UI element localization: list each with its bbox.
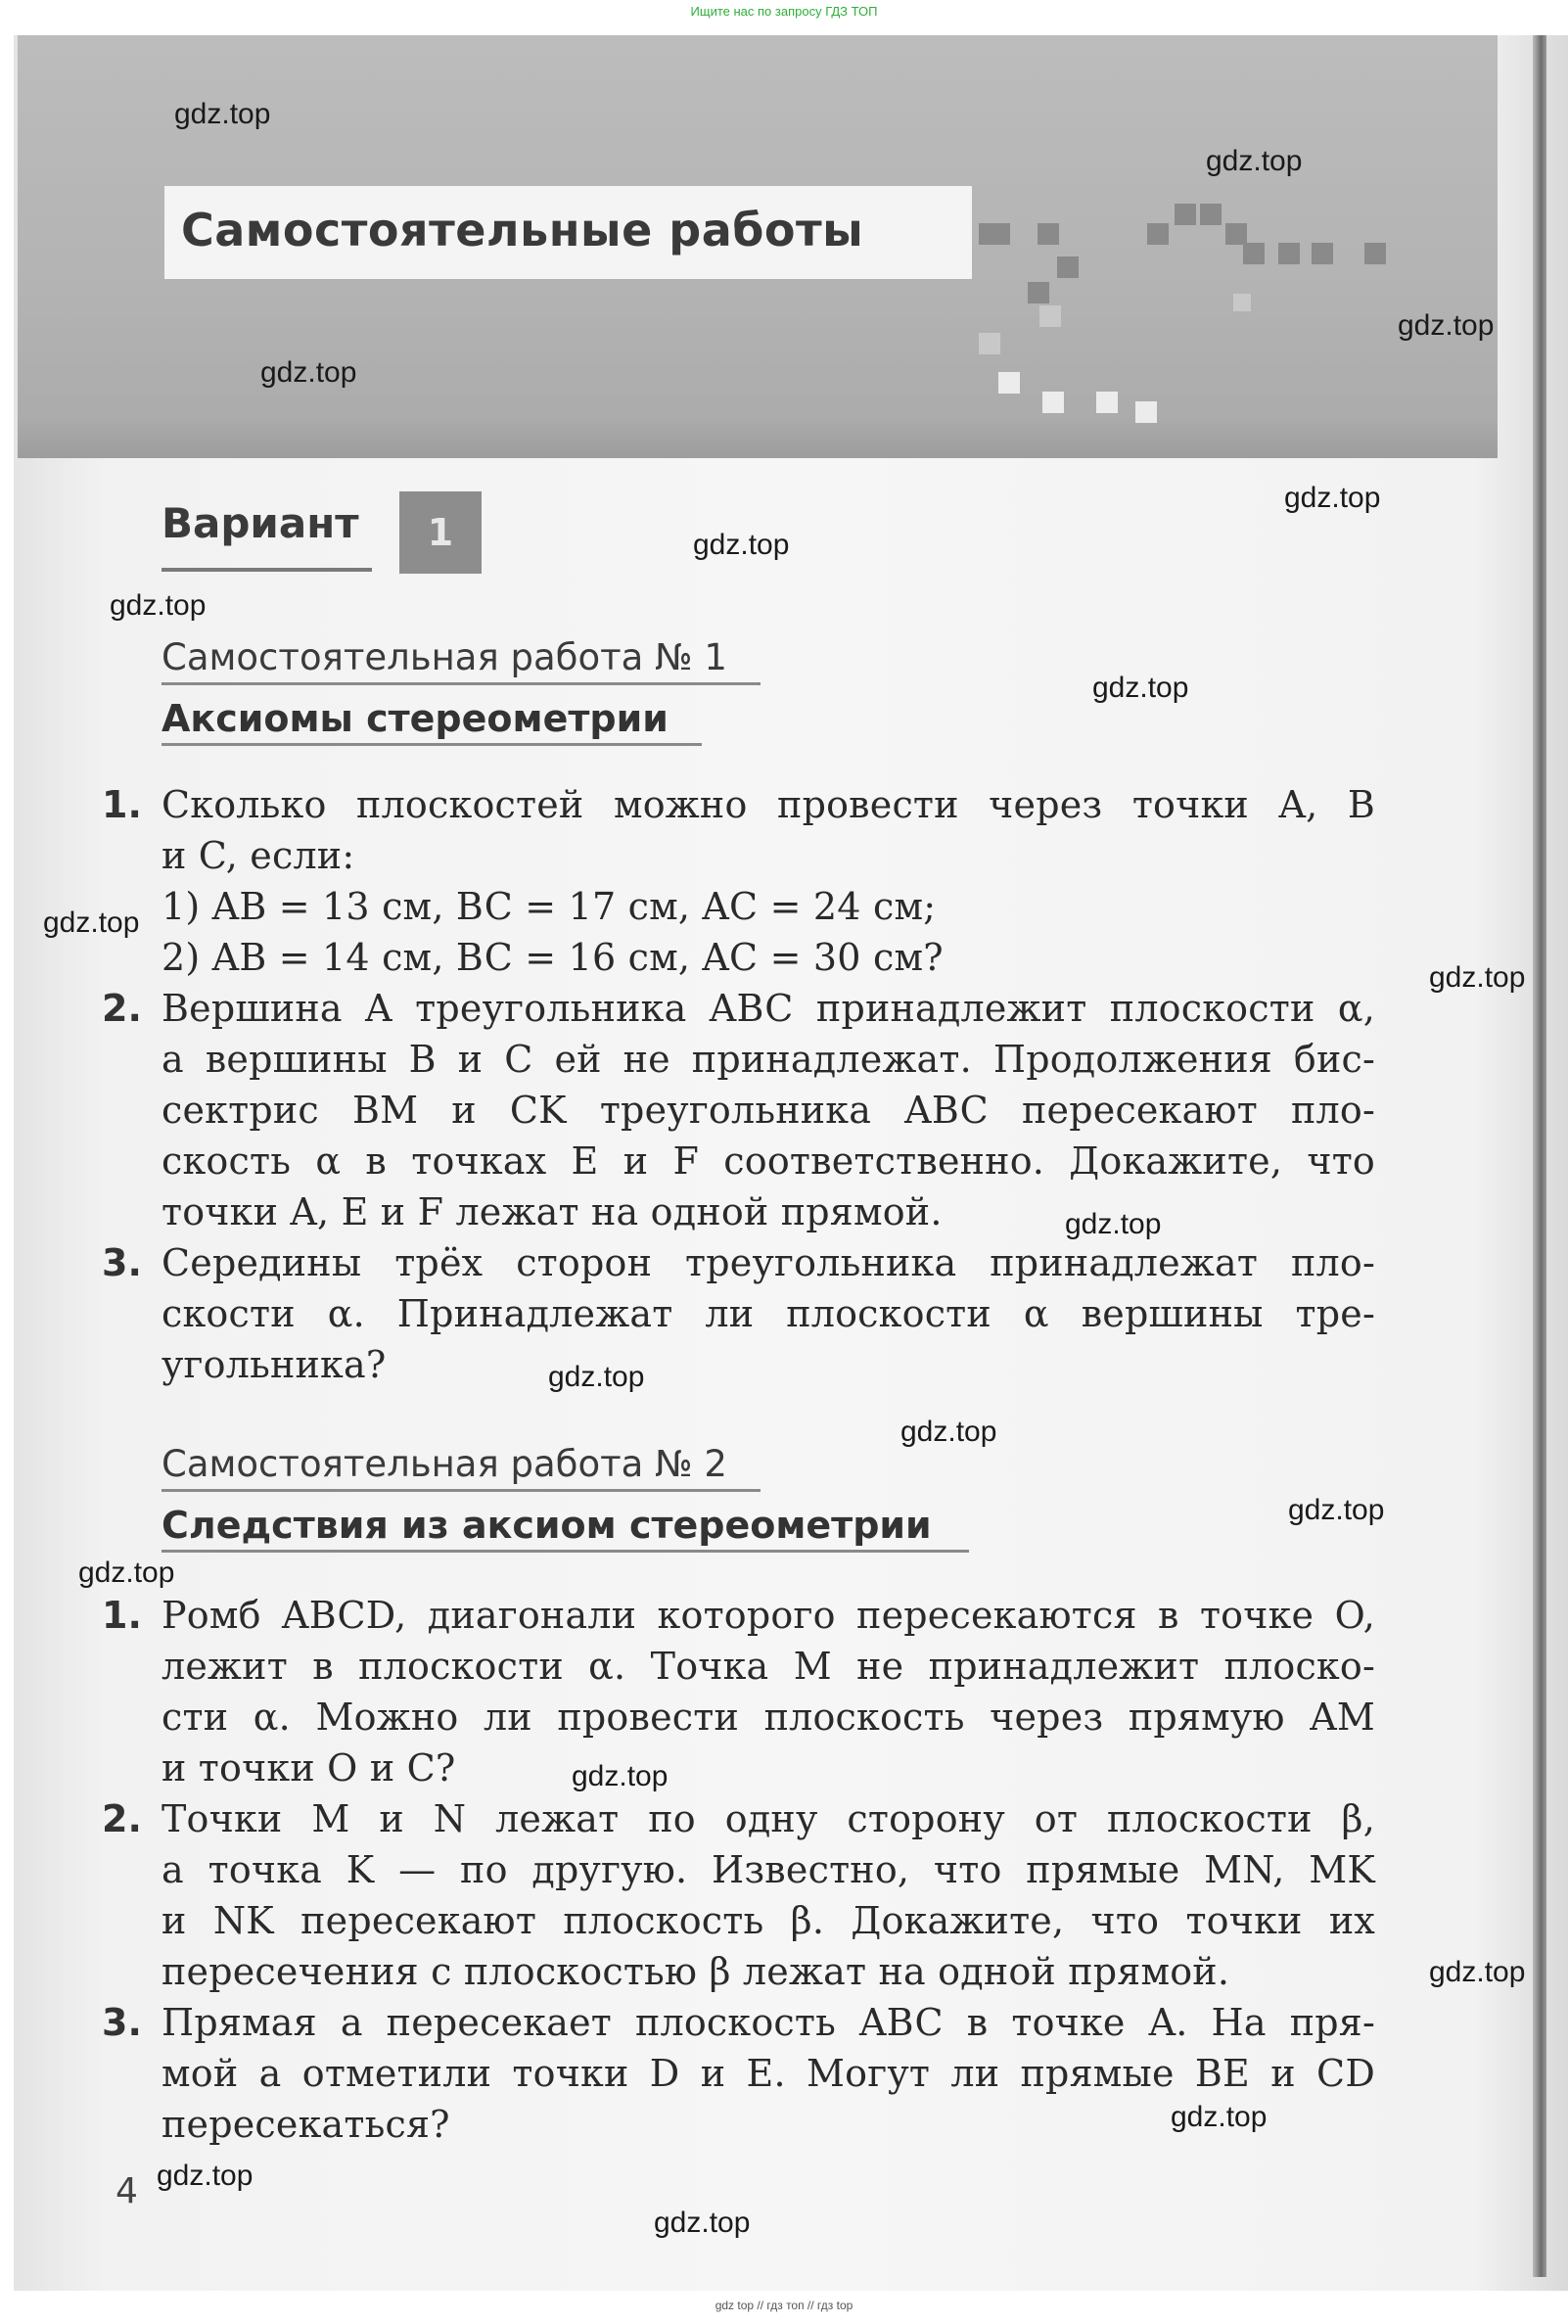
- watermark: gdz.top: [43, 906, 140, 939]
- watermark: gdz.top: [548, 1361, 645, 1393]
- work1-task2-line4: скость α в точках E и F соответственно. Докажите, что: [161, 1139, 1375, 1183]
- watermark: gdz.top: [78, 1557, 175, 1589]
- work1-title: Самостоятельная работа № 1: [161, 636, 727, 678]
- work2-task1-line4: и точки O и C?: [161, 1746, 456, 1789]
- work1-task2-line1: Вершина A треугольника ABC принадлежит плоскости α,: [161, 987, 1375, 1030]
- work1-subtitle: Аксиомы стереометрии: [161, 697, 669, 740]
- work2-subtitle-rule: [161, 1550, 969, 1553]
- top-banner[interactable]: Ищите нас по запросу ГДЗ ТОП: [690, 4, 878, 19]
- work1-task3-line1: Середины трёх сторон треугольника принадлежат пло-: [161, 1241, 1375, 1284]
- work2-task2-line1: Точки M и N лежат по одну сторону от плоскости β,: [161, 1797, 1375, 1840]
- watermark: gdz.top: [1065, 1208, 1162, 1240]
- work1-task1-number: 1.: [102, 783, 142, 826]
- watermark: gdz.top: [1429, 961, 1526, 994]
- work1-task3-line2: скости α. Принадлежат ли плоскости α вершины тре-: [161, 1292, 1375, 1335]
- work1-subtitle-rule: [161, 743, 702, 746]
- work1-task1-line3: 1) AB = 13 см, BC = 17 см, AC = 24 см;: [161, 885, 937, 928]
- work2-task2-line3: и NK пересекают плоскость β. Докажите, что точки их: [161, 1899, 1375, 1942]
- page-number: 4: [115, 2171, 138, 2211]
- work1-task1-line4: 2) AB = 14 см, BC = 16 см, AC = 30 см?: [161, 936, 944, 979]
- work2-title-rule: [161, 1489, 761, 1492]
- watermark: gdz.top: [693, 529, 790, 561]
- work2-task3-number: 3.: [102, 2001, 142, 2044]
- work2-task2-line4: пересечения с плоскостью β лежат на одной прямой.: [161, 1950, 1230, 1993]
- watermark: gdz.top: [260, 356, 357, 389]
- work1-task2-line5: точки A, E и F лежат на одной прямой.: [161, 1190, 943, 1233]
- work2-title: Самостоятельная работа № 2: [161, 1443, 727, 1485]
- watermark: gdz.top: [1092, 672, 1189, 704]
- work1-task2-line3: сектрис BM и CK треугольника ABC пересекают пло-: [161, 1089, 1375, 1132]
- work2-task2-line2: а точка K — по другую. Известно, что прямые MN, MK: [161, 1848, 1375, 1891]
- watermark: gdz.top: [572, 1760, 669, 1792]
- work2-task3-line3: пересекаться?: [161, 2103, 450, 2146]
- variant-label: Вариант: [161, 499, 359, 547]
- work1-title-rule: [161, 682, 761, 685]
- page-title: Самостоятельные работы: [181, 204, 864, 256]
- watermark: gdz.top: [1171, 2101, 1268, 2133]
- watermark: gdz.top: [157, 2160, 254, 2192]
- watermark: gdz.top: [1429, 1956, 1526, 1988]
- watermark: gdz.top: [1398, 309, 1495, 342]
- work2-task1-number: 1.: [102, 1594, 142, 1637]
- work2-task1-line2: лежит в плоскости α. Точка M не принадлежит плоско-: [161, 1645, 1375, 1688]
- work1-task1-line2: и C, если:: [161, 834, 355, 877]
- work2-task3-line1: Прямая a пересекает плоскость ABC в точке A. На пря-: [161, 2001, 1375, 2044]
- variant-number-box: 1: [399, 491, 482, 574]
- watermark: gdz.top: [1284, 482, 1381, 514]
- work2-task3-line2: мой a отметили точки D и E. Могут ли прямые BE и CD: [161, 2052, 1375, 2095]
- work1-task1-line1: Сколько плоскостей можно провести через точки A, B: [161, 783, 1375, 826]
- work2-task2-number: 2.: [102, 1797, 142, 1840]
- page-edge-shadow: [1533, 35, 1546, 2277]
- work1-task3-line3: угольника?: [161, 1343, 387, 1386]
- watermark: gdz.top: [110, 589, 207, 622]
- work2-task1-line3: сти α. Можно ли провести плоскость через прямую AM: [161, 1696, 1375, 1739]
- work2-subtitle: Следствия из аксиом стереометрии: [161, 1504, 932, 1547]
- work1-task2-number: 2.: [102, 987, 142, 1030]
- variant-underline: [161, 568, 372, 572]
- work1-task3-number: 3.: [102, 1241, 142, 1284]
- watermark: gdz.top: [1206, 145, 1303, 177]
- work1-task2-line2: а вершины B и C ей не принадлежат. Продолжения бис-: [161, 1038, 1375, 1081]
- work2-task1-line1: Ромб ABCD, диагонали которого пересекаются в точке O,: [161, 1594, 1375, 1637]
- bottom-banner[interactable]: gdz top // гдз топ // гдз top: [715, 2299, 853, 2312]
- watermark: gdz.top: [1288, 1494, 1385, 1526]
- watermark: gdz.top: [900, 1416, 997, 1448]
- watermark: gdz.top: [654, 2207, 751, 2239]
- watermark: gdz.top: [174, 98, 271, 130]
